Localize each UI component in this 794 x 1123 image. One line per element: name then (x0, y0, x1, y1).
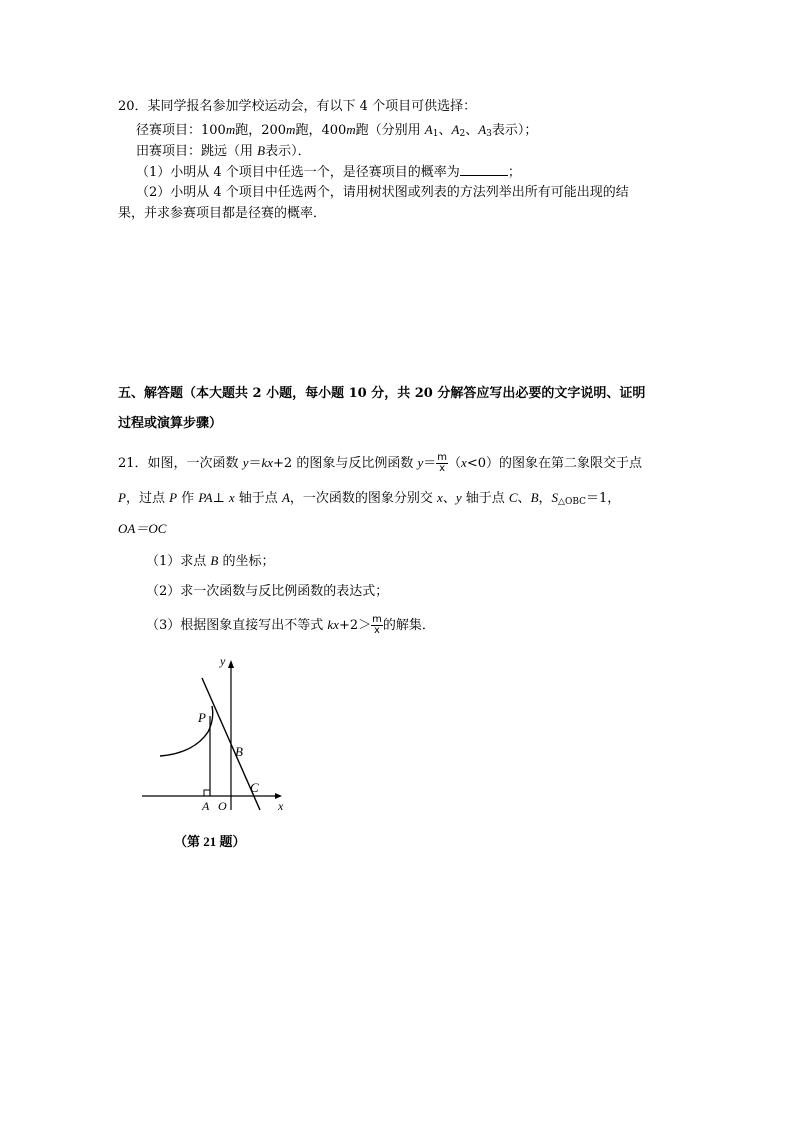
q21-part1: （1）求点 B 的坐标； (146, 553, 275, 569)
label-A: A (202, 799, 210, 813)
q20-part2-line1: （2）小明从 4 个项目中任选两个，请用树状图或列表的方法列举出所有可能出现的结 (136, 185, 629, 200)
y-axis-arrow (228, 660, 234, 668)
answer-blank[interactable] (460, 163, 508, 176)
figure-q21 (130, 650, 310, 855)
right-angle-mark (204, 790, 210, 796)
q20-part1: （1）小明从 4 个项目中任选一个，是径赛项目的概率为 ； (136, 165, 521, 180)
q21-part3: （3）根据图象直接写出不等式 kx+2＞ $\frac{m}{x}$ 的解集． (146, 614, 435, 636)
q21-stem-line2: P，过点 P 作 PA⊥ x 轴于点 A，一次函数的图象分别交 x、y 轴于点 C、B，$S_{\triangle OBC}=1$， (118, 490, 621, 507)
q21-part2: （2）求一次函数与反比例函数的表达式； (146, 584, 389, 599)
label-O: O (218, 799, 227, 813)
q20-stem: 20．某同学报名参加学校运动会，有以下 4 个项目可供选择： (118, 99, 477, 114)
label-P: P (198, 710, 206, 725)
figure-caption: （第 21 题） (174, 834, 246, 849)
section-5-heading: 五、解答题（本大题共 2 小题，每小题 10 分，共 20 分解答应写出必要的文字说明、证明 (118, 386, 646, 401)
label-C: C (250, 780, 259, 795)
fraction-m-over-x: $\frac{m}{x}$ (437, 452, 448, 474)
label-y: y (220, 654, 226, 668)
q21-stem-line3: OA＝OC (118, 521, 167, 536)
q20-track-items: 径赛项目：100m跑，200m跑，400m跑（分别用 $A_1$、$A_2$、$A_3$表示）； (136, 122, 538, 139)
section-5-heading-cont: 过程或演算步骤） (118, 416, 223, 431)
q20-part2-line2: 果，并求参赛项目都是径赛的概率． (118, 206, 327, 221)
label-x: x (278, 799, 284, 813)
fraction-m-over-x-2: $\frac{m}{x}$ (372, 614, 382, 636)
q20-field-items: 田赛项目：跳远（用 B表示）． (136, 143, 311, 159)
label-B: B (235, 744, 243, 759)
q21-stem-line1: 21．如图，一次函数 y＝kx+2 的图象与反比例函数 y＝ $\frac{m}{x}$ （x<0）的图象在第二象限交于点 (118, 452, 642, 474)
